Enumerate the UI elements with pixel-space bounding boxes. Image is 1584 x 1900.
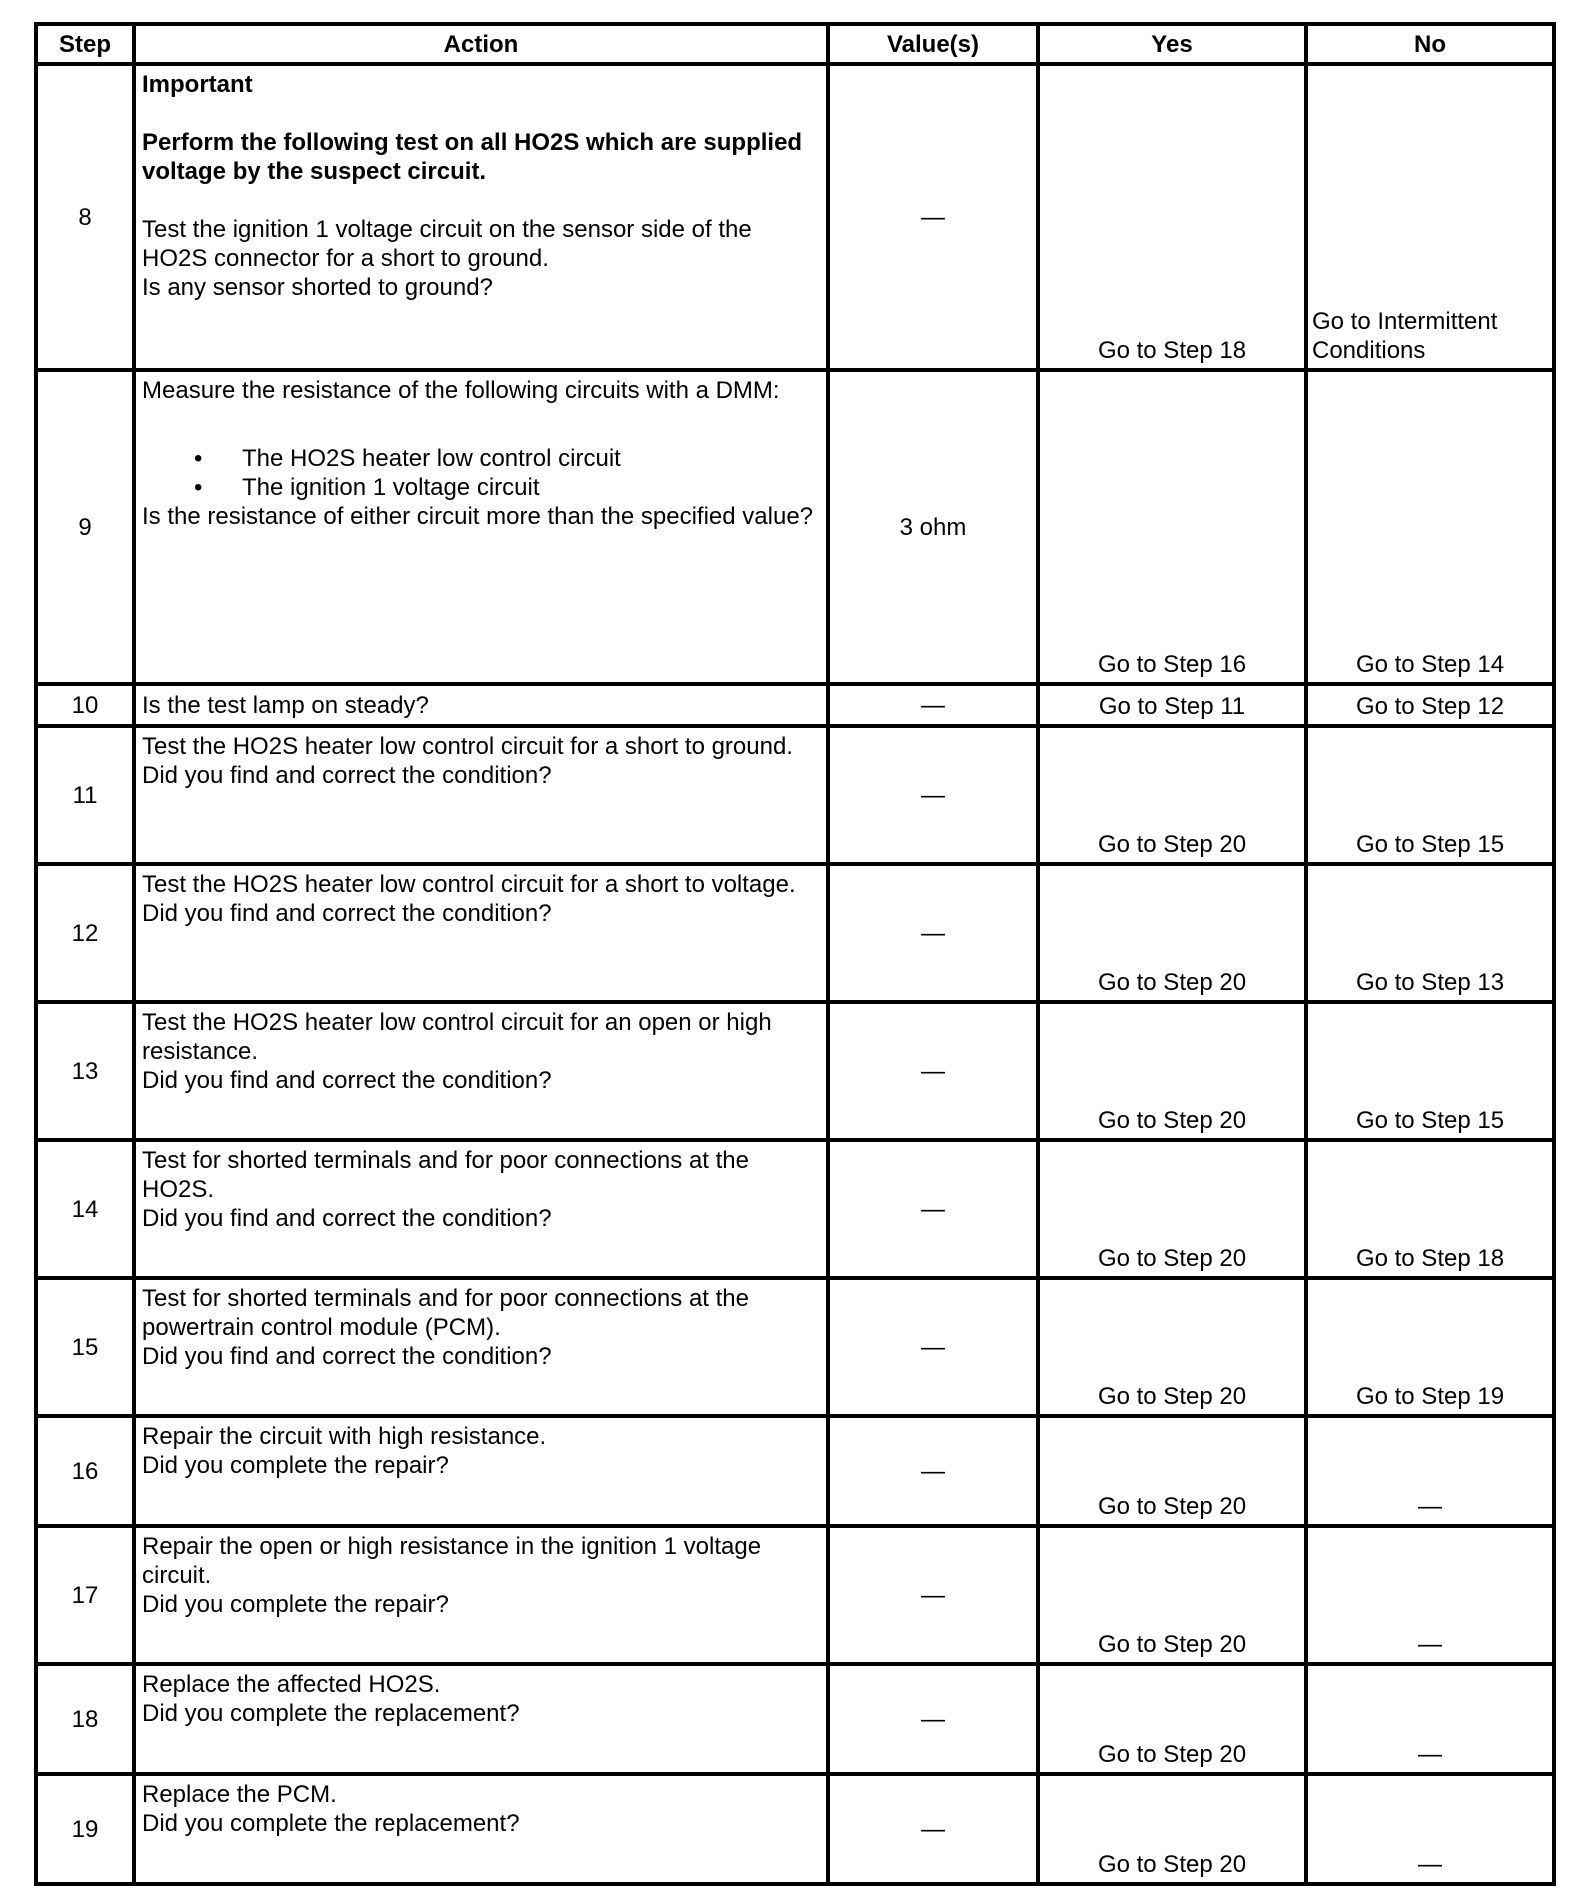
- value-cell: —: [828, 1002, 1038, 1140]
- action-cell: [134, 1774, 828, 1884]
- value-cell: —: [828, 1140, 1038, 1278]
- action-question: Did you find and correct the condition?: [142, 762, 552, 789]
- action-instruction: Test for shorted terminals and for poor connections at the HO2S.: [142, 1147, 749, 1203]
- step-number: 17: [36, 1526, 134, 1664]
- yes-cell: Go to Step 18: [1038, 64, 1306, 370]
- action-instruction: Test for shorted terminals and for poor connections at the powertrain control module (PCM).: [142, 1285, 749, 1341]
- action-cell: [134, 864, 828, 1002]
- yes-cell: Go to Step 20: [1038, 1140, 1306, 1278]
- list-item: • The HO2S heater low control circuit: [242, 444, 820, 473]
- header-action: Action: [134, 24, 828, 64]
- no-cell: Go to Step 18: [1306, 1140, 1554, 1278]
- list-item: • The ignition 1 voltage circuit: [242, 473, 820, 502]
- action-question: Did you complete the replacement?: [142, 1810, 520, 1837]
- step-number: 10: [36, 684, 134, 726]
- step-number: 8: [36, 64, 134, 370]
- action-question: Is the resistance of either circuit more than the specified value?: [142, 503, 814, 530]
- action-cell: [134, 1278, 828, 1416]
- step-number: 15: [36, 1278, 134, 1416]
- important-text: Perform the following test on all HO2S which are supplied voltage by the suspect circuit.: [142, 129, 803, 185]
- action-question: Did you find and correct the condition?: [142, 900, 552, 927]
- diagnostic-table: [34, 22, 1556, 1886]
- action-instruction: Test the ignition 1 voltage circuit on the sensor side of the HO2S connector for a short to ground.: [142, 216, 752, 272]
- action-cell: [134, 1140, 828, 1278]
- table-row: [36, 684, 1554, 726]
- table-row: [36, 1140, 1554, 1278]
- table-row: [36, 1278, 1554, 1416]
- yes-cell: Go to Step 16: [1038, 370, 1306, 684]
- action-instruction: Repair the circuit with high resistance.: [142, 1423, 547, 1450]
- action-question: Did you complete the repair?: [142, 1452, 449, 1479]
- table-row: [36, 1774, 1554, 1884]
- value-cell: —: [828, 64, 1038, 370]
- yes-cell: Go to Step 20: [1038, 1416, 1306, 1526]
- action-cell: [134, 1664, 828, 1774]
- value-cell: —: [828, 726, 1038, 864]
- no-cell: —: [1306, 1526, 1554, 1664]
- yes-cell: Go to Step 20: [1038, 1664, 1306, 1774]
- action-question: Did you find and correct the condition?: [142, 1067, 552, 1094]
- action-question: Did you find and correct the condition?: [142, 1343, 552, 1370]
- step-number: 11: [36, 726, 134, 864]
- no-cell: Go to Step 13: [1306, 864, 1554, 1002]
- header-yes: Yes: [1038, 24, 1306, 64]
- value-cell: —: [828, 1526, 1038, 1664]
- action-cell: [134, 726, 828, 864]
- table-row: [36, 64, 1554, 370]
- action-cell: [134, 1002, 828, 1140]
- no-cell: Go to Step 19: [1306, 1278, 1554, 1416]
- table-row: [36, 864, 1554, 1002]
- table-row: [36, 1664, 1554, 1774]
- step-number: 13: [36, 1002, 134, 1140]
- action-question: Is any sensor shorted to ground?: [142, 274, 493, 301]
- important-heading: Important: [142, 71, 253, 98]
- no-cell: Go to Intermittent Conditions: [1306, 64, 1554, 370]
- action-instruction: Test the HO2S heater low control circuit for a short to ground.: [142, 733, 793, 760]
- step-number: 14: [36, 1140, 134, 1278]
- step-number: 9: [36, 370, 134, 684]
- action-cell: [134, 684, 828, 726]
- action-instruction: Measure the resistance of the following circuits with a DMM:: [142, 377, 780, 404]
- action-cell: [134, 370, 828, 684]
- yes-cell: Go to Step 20: [1038, 1002, 1306, 1140]
- table-row: [36, 1526, 1554, 1664]
- no-cell: Go to Step 15: [1306, 1002, 1554, 1140]
- action-cell: [134, 1416, 828, 1526]
- table-row: [36, 1002, 1554, 1140]
- value-cell: —: [828, 864, 1038, 1002]
- action-question: Is the test lamp on steady?: [142, 691, 429, 719]
- no-cell: —: [1306, 1774, 1554, 1884]
- action-instruction: Test the HO2S heater low control circuit for an open or high resistance.: [142, 1009, 772, 1065]
- table-row: [36, 1416, 1554, 1526]
- no-cell: —: [1306, 1416, 1554, 1526]
- action-instruction: Test the HO2S heater low control circuit for a short to voltage.: [142, 871, 796, 898]
- action-instruction: Replace the affected HO2S.: [142, 1671, 441, 1698]
- table-row: [36, 370, 1554, 684]
- no-cell: Go to Step 12: [1306, 684, 1554, 726]
- step-number: 16: [36, 1416, 134, 1526]
- no-cell: Go to Step 15: [1306, 726, 1554, 864]
- no-cell: Go to Step 14: [1306, 370, 1554, 684]
- no-cell: —: [1306, 1664, 1554, 1774]
- action-question: Did you find and correct the condition?: [142, 1205, 552, 1232]
- action-question: Did you complete the repair?: [142, 1591, 449, 1618]
- step-number: 19: [36, 1774, 134, 1884]
- step-number: 18: [36, 1664, 134, 1774]
- bullet-list: [142, 444, 820, 502]
- action-instruction: Repair the open or high resistance in the ignition 1 voltage circuit.: [142, 1533, 762, 1589]
- action-cell: [134, 64, 828, 370]
- value-cell: —: [828, 684, 1038, 726]
- value-cell: —: [828, 1278, 1038, 1416]
- header-step: Step: [36, 24, 134, 64]
- yes-cell: Go to Step 20: [1038, 1774, 1306, 1884]
- yes-cell: Go to Step 20: [1038, 1278, 1306, 1416]
- action-instruction: Replace the PCM.: [142, 1781, 337, 1808]
- action-cell: [134, 1526, 828, 1664]
- table-row: [36, 726, 1554, 864]
- yes-cell: Go to Step 20: [1038, 864, 1306, 1002]
- value-cell: —: [828, 1774, 1038, 1884]
- header-values: Value(s): [828, 24, 1038, 64]
- value-cell: —: [828, 1416, 1038, 1526]
- step-number: 12: [36, 864, 134, 1002]
- value-cell: 3 ohm: [828, 370, 1038, 684]
- yes-cell: Go to Step 20: [1038, 1526, 1306, 1664]
- header-row: [36, 24, 1554, 64]
- action-question: Did you complete the replacement?: [142, 1700, 520, 1727]
- yes-cell: Go to Step 20: [1038, 726, 1306, 864]
- yes-cell: Go to Step 11: [1038, 684, 1306, 726]
- value-cell: —: [828, 1664, 1038, 1774]
- header-no: No: [1306, 24, 1554, 64]
